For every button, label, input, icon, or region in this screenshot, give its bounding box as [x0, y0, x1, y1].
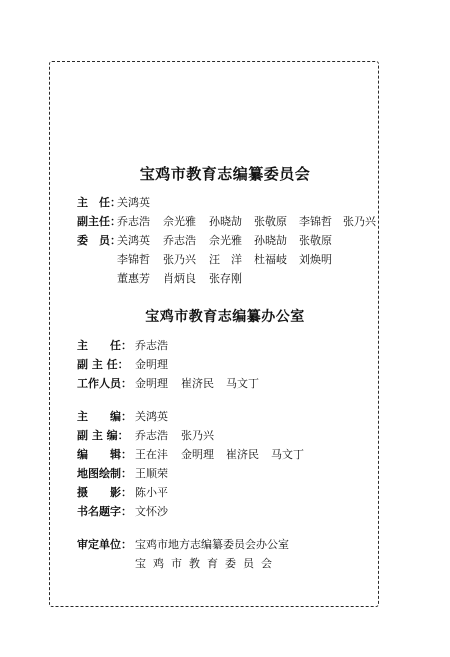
committee-member: 孙晓劼: [254, 234, 287, 247]
approval-row: [77, 537, 289, 553]
committee-director-row: [77, 195, 150, 211]
map-label: 地图绘制：: [77, 467, 132, 480]
office-title: 宝鸡市教育志编纂办公室: [145, 309, 305, 325]
committee-director: 关鸿英: [117, 196, 150, 209]
approval-label: 审定单位：: [77, 538, 132, 551]
deputy-chief-editor: 乔志浩: [135, 429, 168, 442]
committee-deputy-3: 孙晓劼: [209, 215, 242, 228]
office-deputy-row: [77, 357, 168, 373]
office-staff: 崔济民: [181, 377, 214, 390]
office-deputy: 金明理: [135, 358, 168, 371]
editor: 金明理: [181, 448, 214, 461]
committee-deputy-row: [77, 214, 376, 230]
committee-deputy-2: 佘光雅: [163, 215, 196, 228]
committee-member: 关鸿英: [117, 234, 150, 247]
approval-unit-2: 宝鸡市教育委员会: [135, 557, 279, 570]
office-staff-label: 工作人员：: [77, 377, 132, 390]
committee-member: 汪 洋: [209, 253, 242, 266]
editors-label: 编 辑：: [77, 448, 132, 461]
calligraphy-label: 书名题字：: [77, 505, 132, 518]
committee-member: 乔志浩: [163, 234, 196, 247]
photographer: 陈小平: [135, 486, 168, 499]
office-director-label: 主 任：: [77, 339, 132, 352]
committee-member: 李锦哲: [117, 253, 150, 266]
editor: 马文丁: [271, 448, 304, 461]
committee-member: 肖炳良: [163, 272, 196, 285]
office-director: 乔志浩: [135, 339, 168, 352]
office-director-row: [77, 338, 168, 354]
calligrapher: 文怀沙: [135, 505, 168, 518]
photo-label: 摄 影：: [77, 486, 132, 499]
committee-deputy-label: 副主任：: [77, 215, 121, 228]
committee-member: 张存刚: [209, 272, 242, 285]
chief-editor: 关鸿英: [135, 410, 168, 423]
office-deputy-label: 副 主 任：: [77, 358, 129, 371]
committee-title: 宝鸡市教育志编纂委员会: [139, 165, 311, 183]
office-staff: 金明理: [135, 377, 168, 390]
office-staff: 马文丁: [226, 377, 259, 390]
deputy-chief-editor-row: [77, 428, 214, 444]
chief-editor-label: 主 编：: [77, 410, 132, 423]
map-drawer: 王顺荣: [135, 467, 168, 480]
committee-member: 董惠芳: [117, 272, 150, 285]
committee-deputy-1: 乔志浩: [117, 215, 150, 228]
photo-row: [77, 485, 168, 501]
committee-deputy-5: 李锦哲: [299, 215, 332, 228]
committee-members-label: 委 员：: [77, 234, 121, 247]
committee-members-row-1: [77, 233, 332, 249]
committee-member: 刘焕明: [299, 253, 332, 266]
calligraphy-row: [77, 504, 168, 520]
committee-member: 张敬原: [299, 234, 332, 247]
committee-member: 杜福岐: [254, 253, 287, 266]
committee-member: 佘光雅: [209, 234, 242, 247]
editor: 崔济民: [226, 448, 259, 461]
deputy-chief-editor-label: 副 主 编：: [77, 429, 129, 442]
page-border: [49, 61, 379, 607]
map-row: [77, 466, 168, 482]
editor: 王在沣: [135, 448, 168, 461]
committee-member: 张乃兴: [163, 253, 196, 266]
approval-row-2: [135, 556, 279, 572]
approval-unit-1: 宝鸡市地方志编纂委员会办公室: [135, 538, 289, 551]
committee-deputy-6: 张乃兴: [343, 215, 376, 228]
committee-director-label: 主 任：: [77, 196, 121, 209]
chief-editor-row: [77, 409, 168, 425]
editors-row: [77, 447, 304, 463]
committee-deputy-4: 张敬原: [254, 215, 287, 228]
deputy-chief-editor: 张乃兴: [181, 429, 214, 442]
office-staff-row: [77, 376, 259, 392]
